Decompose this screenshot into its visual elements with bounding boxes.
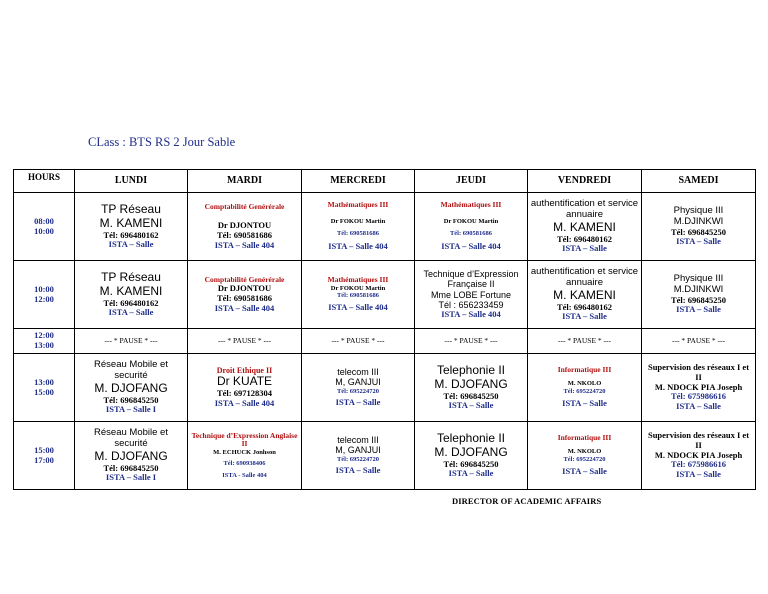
teacher-phone: Tél: 696845250 xyxy=(103,462,159,473)
course-title: Réseau Mobile et securité xyxy=(94,426,168,449)
room: ISTA – Salle xyxy=(562,311,607,322)
header-vendredi: VENDREDI xyxy=(528,170,642,193)
course-cell xyxy=(188,422,302,490)
teacher-phone: Tél: 690581686 xyxy=(216,292,272,303)
teacher-phone: Tél: 675986616 xyxy=(670,459,726,470)
course-title: Supervision des réseaux I et II xyxy=(647,430,750,450)
teacher-phone: Tél: 696480162 xyxy=(103,297,159,308)
course-cell xyxy=(642,422,756,490)
teacher-name: M. NKOLO xyxy=(567,448,602,456)
teacher-name: M. KAMENI xyxy=(99,215,163,230)
teacher-phone: Tél: 675986616 xyxy=(670,391,726,402)
room: ISTA – Salle I xyxy=(105,472,157,483)
teacher-phone: Tél: 696845250 xyxy=(670,294,726,305)
teacher-phone: Tél : 656233459 xyxy=(438,299,504,310)
course-cell xyxy=(188,354,302,422)
teacher-phone: Tél: 690581686 xyxy=(449,230,493,238)
teacher-phone: Tél: 696845250 xyxy=(670,226,726,237)
room: ISTA – Salle xyxy=(562,398,607,409)
course-cell xyxy=(528,422,642,490)
pause-cell: --- * PAUSE * --- xyxy=(528,329,642,354)
teacher-name: M. DJOFANG xyxy=(434,444,508,459)
pause-cell: --- * PAUSE * --- xyxy=(642,329,756,354)
course-cell xyxy=(415,261,528,329)
time-end: 12:00 xyxy=(34,293,54,304)
time-slot xyxy=(14,261,75,329)
course-title: telecom III xyxy=(337,367,379,378)
pause-cell: --- * PAUSE * --- xyxy=(75,329,188,354)
teacher-name: Dr DJONTOU xyxy=(217,220,272,231)
course-cell xyxy=(642,261,756,329)
room: ISTA – Salle xyxy=(676,469,721,480)
pause-cell: --- * PAUSE * --- xyxy=(302,329,415,354)
teacher-name: M. NDOCK PIA Joseph xyxy=(654,449,743,460)
course-title: Physique III xyxy=(673,204,724,216)
class-title: CLass : BTS RS 2 Jour Sable xyxy=(88,135,236,149)
teacher-name: M. DJOFANG xyxy=(94,448,168,463)
teacher-name: M, GANJUI xyxy=(335,445,381,456)
room: ISTA – Salle xyxy=(562,243,607,254)
teacher-phone: Tél: 696480162 xyxy=(103,229,159,240)
room: ISTA - Salle 404 xyxy=(222,471,267,479)
room: ISTA – Salle 404 xyxy=(214,302,275,313)
course-cell xyxy=(302,422,415,490)
pause-cell: --- * PAUSE * --- xyxy=(188,329,302,354)
teacher-name: M. NDOCK PIA Joseph xyxy=(654,381,743,392)
course-cell xyxy=(642,193,756,261)
course-title: authentification et service annuaire xyxy=(530,197,639,220)
timetable-row xyxy=(14,261,756,329)
course-cell xyxy=(188,261,302,329)
room: ISTA – Salle xyxy=(562,466,607,477)
course-cell xyxy=(528,193,642,261)
teacher-name: Dr FOKOU Martin xyxy=(330,284,386,292)
header-mardi: MARDI xyxy=(188,170,302,193)
teacher-name: M. KAMENI xyxy=(553,219,616,234)
course-cell xyxy=(75,354,188,422)
teacher-phone: Tél: 695224720 xyxy=(336,455,380,463)
course-cell xyxy=(415,193,528,261)
time-end: 17:00 xyxy=(34,454,54,465)
time-end: 13:00 xyxy=(34,340,54,350)
course-title: TP Réseau xyxy=(101,201,161,216)
teacher-phone: Tél: 690581686 xyxy=(216,229,272,240)
teacher-phone: Tél: 690581686 xyxy=(336,292,380,300)
course-title: Comptabilité Genérérale xyxy=(204,274,285,284)
timetable-row xyxy=(14,354,756,422)
teacher-phone: Tél: 690581686 xyxy=(336,230,380,238)
room: ISTA – Salle xyxy=(108,307,154,318)
course-title: Telephonie II xyxy=(436,362,506,377)
header-mercredi: MERCREDI xyxy=(302,170,415,193)
course-title: Informatique III xyxy=(557,364,612,374)
teacher-phone: Tél: 690938406 xyxy=(223,460,266,468)
room: ISTA – Salle 404 xyxy=(328,301,388,312)
course-cell xyxy=(75,193,188,261)
course-title: authentification et service annuaire xyxy=(530,265,639,288)
time-end: 10:00 xyxy=(34,225,54,236)
course-title: Technique d’Expression Française II xyxy=(423,268,519,290)
teacher-name: Dr FOKOU Martin xyxy=(443,217,499,225)
teacher-phone: Tél: 696480162 xyxy=(556,233,612,244)
teacher-name: M.DJINKWI xyxy=(673,215,724,227)
course-cell xyxy=(415,422,528,490)
course-title: Mathématiques III xyxy=(327,200,389,210)
course-cell xyxy=(302,354,415,422)
header-lundi: LUNDI xyxy=(75,170,188,193)
course-title: Mathématiques III xyxy=(327,275,389,285)
course-cell xyxy=(302,193,415,261)
course-title: Comptabilité Genérérale xyxy=(204,201,285,211)
time-end: 15:00 xyxy=(34,386,54,397)
teacher-phone: Tél: 695224720 xyxy=(336,387,380,395)
course-title: telecom III xyxy=(337,435,379,446)
teacher-name: M. NKOLO xyxy=(567,380,602,388)
timetable-row xyxy=(14,193,756,261)
course-title: Mathématiques III xyxy=(440,200,502,210)
teacher-name: M.DJINKWI xyxy=(673,283,724,295)
room: ISTA – Salle 404 xyxy=(441,309,501,320)
time-slot xyxy=(14,329,75,354)
teacher-phone: Tél: 695224720 xyxy=(563,455,606,463)
course-title: Réseau Mobile et securité xyxy=(94,358,168,381)
room: ISTA – Salle xyxy=(335,397,381,408)
teacher-name: Dr DJONTOU xyxy=(217,283,272,294)
teacher-name: M. ECHUCK Jonhson xyxy=(213,448,276,456)
header-samedi: SAMEDI xyxy=(642,170,756,193)
room: ISTA – Salle xyxy=(676,401,721,412)
time-start: 15:00 xyxy=(34,444,54,455)
course-title: Droit Ethique II xyxy=(216,366,273,376)
course-cell xyxy=(528,354,642,422)
header-jeudi: JEUDI xyxy=(415,170,528,193)
course-cell xyxy=(302,261,415,329)
teacher-name: M. KAMENI xyxy=(99,283,163,298)
course-cell xyxy=(642,354,756,422)
room: ISTA – Salle xyxy=(448,468,494,479)
header-row xyxy=(14,170,756,193)
room: ISTA – Salle xyxy=(448,400,494,411)
course-cell xyxy=(415,354,528,422)
teacher-name: M. DJOFANG xyxy=(94,380,168,395)
teacher-phone: Tél: 696845250 xyxy=(103,394,159,405)
teacher-phone: Tél: 696845250 xyxy=(443,390,499,401)
room: ISTA – Salle xyxy=(335,465,381,476)
room: ISTA – Salle 404 xyxy=(214,239,275,250)
time-slot xyxy=(14,354,75,422)
time-start: 13:00 xyxy=(34,376,54,387)
room: ISTA – Salle xyxy=(676,304,721,315)
teacher-name: Dr KUATE xyxy=(216,374,273,389)
teacher-name: Mme LOBE Fortune xyxy=(430,289,512,300)
director-signature-label: DIRECTOR OF ACADEMIC AFFAIRS xyxy=(452,496,602,506)
room: ISTA – Salle xyxy=(108,239,154,250)
course-cell xyxy=(75,261,188,329)
teacher-phone: Tél: 697128304 xyxy=(216,388,272,399)
course-title: Technique d’Expression Anglaise II xyxy=(191,430,298,449)
course-cell xyxy=(528,261,642,329)
course-title: Supervision des réseaux I et II xyxy=(647,362,750,382)
course-cell xyxy=(75,422,188,490)
teacher-phone: Tél: 696480162 xyxy=(556,301,612,312)
course-title: Telephonie II xyxy=(436,430,506,445)
teacher-name: M. DJOFANG xyxy=(434,376,508,391)
course-title: Physique III xyxy=(673,272,724,284)
time-start: 08:00 xyxy=(34,215,54,226)
teacher-name: M. KAMENI xyxy=(553,287,616,302)
time-slot xyxy=(14,193,75,261)
time-start: 10:00 xyxy=(34,283,54,294)
timetable-row xyxy=(14,422,756,490)
time-slot xyxy=(14,422,75,490)
room: ISTA – Salle 404 xyxy=(441,240,501,251)
teacher-phone: Tél: 696845250 xyxy=(443,458,499,469)
time-start: 12:00 xyxy=(34,330,54,341)
header-hours: HOURS xyxy=(14,170,75,193)
room: ISTA – Salle I xyxy=(105,404,157,415)
teacher-name: M, GANJUI xyxy=(335,377,381,388)
course-cell xyxy=(188,193,302,261)
room: ISTA – Salle 404 xyxy=(214,397,275,408)
room: ISTA – Salle xyxy=(676,236,721,247)
teacher-phone: Tél: 695224720 xyxy=(563,387,606,395)
pause-row xyxy=(14,329,756,354)
teacher-name: Dr FOKOU Martin xyxy=(330,217,386,225)
course-title: TP Réseau xyxy=(101,269,161,284)
course-title: Informatique III xyxy=(557,432,612,442)
room: ISTA – Salle 404 xyxy=(328,240,388,251)
timetable xyxy=(13,169,756,490)
pause-cell: --- * PAUSE * --- xyxy=(415,329,528,354)
